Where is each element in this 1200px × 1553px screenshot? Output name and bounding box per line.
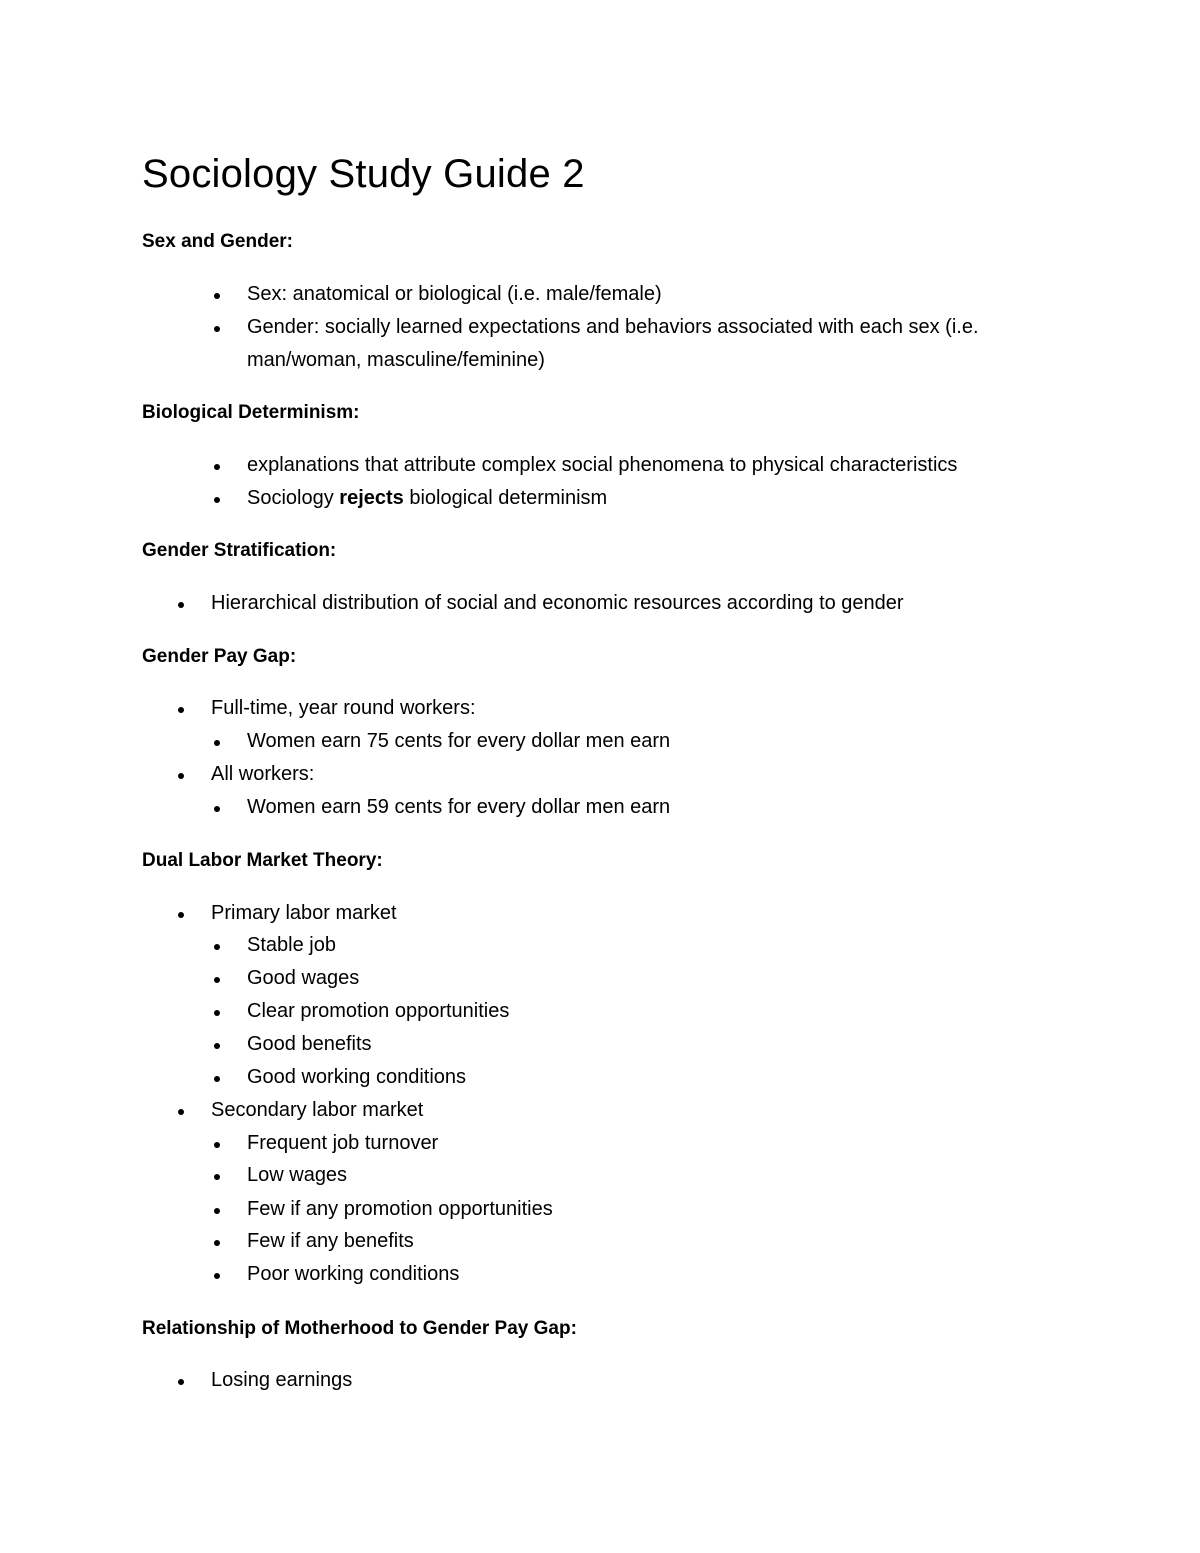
bullet-icon: [214, 944, 220, 950]
section-heading-gender-stratification: Gender Stratification:: [142, 540, 337, 561]
list-item-rejects: [247, 485, 607, 511]
sub-list-item: Frequent job turnover: [247, 1132, 439, 1154]
list-item: Losing earnings: [211, 1369, 353, 1391]
section-heading-sex-gender: Sex and Gender:: [142, 231, 293, 252]
bullet-icon: [214, 740, 220, 746]
section-heading-motherhood-pay-gap: Relationship of Motherhood to Gender Pay Gap:: [142, 1318, 577, 1339]
sub-list-item: Few if any benefits: [247, 1230, 414, 1252]
sub-list-item: Women earn 59 cents for every dollar men earn: [247, 796, 671, 818]
text-segment: biological determinism: [403, 487, 608, 509]
bullet-icon: [214, 806, 220, 812]
sub-list-item: Good wages: [247, 967, 360, 989]
bullet-icon: [178, 1109, 184, 1115]
section-heading-gender-pay-gap: Gender Pay Gap:: [142, 646, 297, 667]
sub-list-item: Low wages: [247, 1164, 348, 1186]
bullet-icon: [214, 1010, 220, 1016]
list-item: Full-time, year round workers:: [211, 697, 476, 719]
bullet-icon: [178, 773, 184, 779]
list-item: Primary labor market: [211, 902, 397, 924]
bullet-icon: [214, 497, 220, 503]
sub-list-item: Clear promotion opportunities: [247, 1000, 510, 1022]
list-item: Secondary labor market: [211, 1099, 424, 1121]
bullet-icon: [214, 1208, 220, 1214]
bullet-icon: [214, 1076, 220, 1082]
list-item: All workers:: [211, 763, 315, 785]
bullet-icon: [214, 1043, 220, 1049]
sub-list-item: Good working conditions: [247, 1066, 467, 1088]
list-item: Gender: socially learned expectations and behaviors associated with each sex (i.e. man/woman, masculine/feminine): [247, 316, 979, 371]
bullet-icon: [214, 293, 220, 299]
list-item: Hierarchical distribution of social and economic resources according to gender: [211, 592, 904, 614]
bullet-icon: [214, 1142, 220, 1148]
bullet-icon: [178, 1379, 184, 1385]
bullet-icon: [178, 912, 184, 918]
bullet-icon: [214, 1240, 220, 1246]
bullet-icon: [178, 707, 184, 713]
list-item: Sex: anatomical or biological (i.e. male/female): [247, 283, 662, 305]
sub-list-item: Few if any promotion opportunities: [247, 1198, 553, 1220]
bullet-icon: [214, 1174, 220, 1180]
sub-list-item: Good benefits: [247, 1033, 372, 1055]
section-heading-biological-determinism: Biological Determinism:: [142, 402, 360, 423]
bullet-icon: [214, 464, 220, 470]
section-heading-dual-labor-market: Dual Labor Market Theory:: [142, 850, 383, 871]
bullet-icon: [214, 1273, 220, 1279]
list-item: explanations that attribute complex social phenomena to physical characteristics: [247, 454, 958, 476]
text-segment: Sociology: [247, 487, 340, 509]
sub-list-item: Women earn 75 cents for every dollar men earn: [247, 730, 671, 752]
page-title: Sociology Study Guide 2: [142, 152, 585, 196]
sub-list-item: Stable job: [247, 934, 336, 956]
emphasis-text: rejects: [339, 487, 404, 509]
bullet-icon: [214, 326, 220, 332]
sub-list-item: Poor working conditions: [247, 1263, 460, 1285]
bullet-icon: [214, 977, 220, 983]
bullet-icon: [178, 602, 184, 608]
